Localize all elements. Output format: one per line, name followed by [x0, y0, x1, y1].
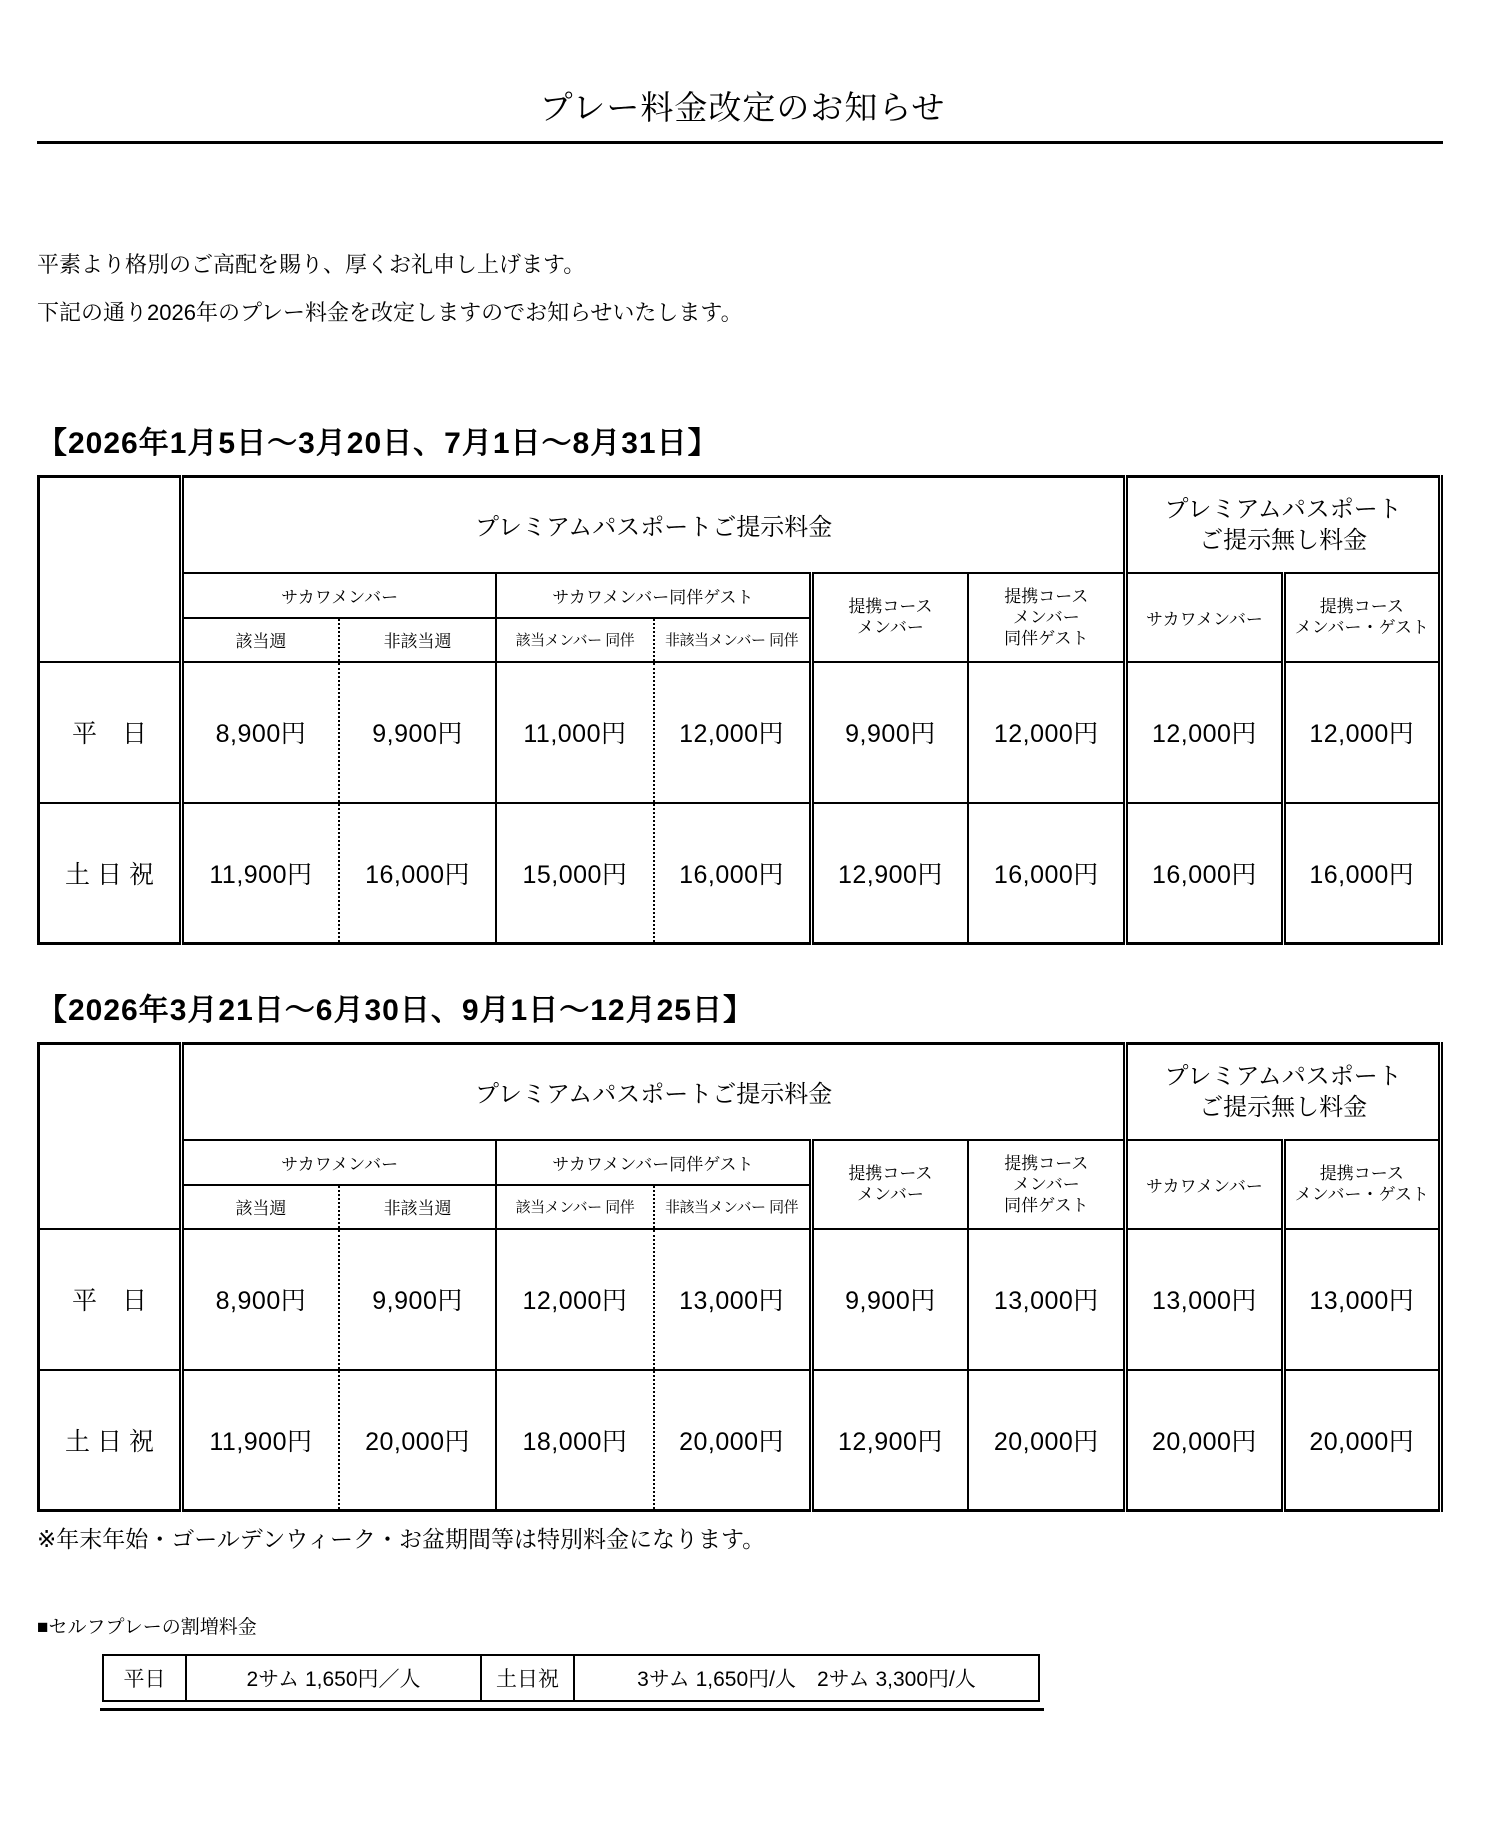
header-noshow-partner-member-guest [1283, 573, 1440, 662]
price-cell: 13,000円 [968, 1229, 1125, 1370]
header-premium-not-shown-line2: ご提示無し料金 [1199, 526, 1368, 554]
header-sakawa-member: サカワメンバー [182, 573, 497, 618]
header-noshow-partner-line2: メンバー・ゲスト [1294, 618, 1429, 637]
price-cell: 12,000円 [1283, 662, 1440, 803]
price-cell: 16,000円 [1309, 860, 1415, 889]
weekday-row [39, 662, 1441, 803]
row-label-weekday: 平 日 [39, 662, 182, 803]
price-cell: 9,900円 [811, 1229, 968, 1370]
header-row-1 [39, 1044, 1441, 1140]
surcharge-weekend-label: 土日祝 [481, 1655, 574, 1701]
surcharge-table-underline [100, 1708, 1044, 1711]
header-sakawa-member-guest: サカワメンバー同伴ゲスト [496, 1140, 811, 1185]
surcharge-weekday-value: 2サム 1,650円／人 [186, 1655, 481, 1701]
price-cell: 11,900円 [182, 803, 339, 944]
surcharge-heading: ■セルフプレーの割増料金 [37, 1617, 257, 1638]
header-premium-not-shown-line1: プレミアムパスポート [1164, 495, 1402, 523]
header-premium-not-shown [1126, 477, 1441, 573]
price-cell: 9,900円 [811, 662, 968, 803]
header-partner-member-guest-line2: メンバー [1012, 1174, 1080, 1194]
price-cell: 18,000円 [496, 1370, 653, 1511]
weekend-row [39, 803, 1441, 944]
period-1-heading: 【2026年1月5日～3月20日、7月1日～8月31日】 [37, 427, 719, 460]
price-cell: 11,900円 [182, 1370, 339, 1511]
header-partner-member-line2: メンバー [857, 1185, 924, 1204]
header-partner-member-guest-line2: メンバー [1012, 607, 1080, 627]
greeting-paragraph [37, 241, 1448, 337]
header-partner-member-guest [968, 573, 1125, 662]
price-cell: 8,900円 [182, 1229, 339, 1370]
price-cell: 9,900円 [339, 662, 496, 803]
header-partner-member-guest-line1: 提携コース [1004, 1153, 1089, 1173]
header-premium-not-shown [1126, 1044, 1441, 1140]
header-noshow-partner-line1: 提携コース [1319, 1164, 1404, 1183]
price-cell: 16,000円 [1126, 803, 1283, 944]
header-row-1 [39, 477, 1441, 573]
header-noshow-sakawa-member: サカワメンバー [1126, 573, 1283, 662]
header-applicable-member-guest: 該当メンバー 同伴 [496, 1185, 653, 1229]
row-label-weekday: 平 日 [39, 1229, 182, 1370]
header-non-applicable-member-guest: 非該当メンバー 同伴 [654, 1185, 811, 1229]
price-cell: 12,900円 [811, 1370, 968, 1511]
header-non-applicable-member-guest: 非該当メンバー 同伴 [654, 618, 811, 662]
header-partner-member-guest [968, 1140, 1125, 1229]
price-cell: 20,000円 [654, 1370, 811, 1511]
page-title: プレー料金改定のお知らせ [539, 89, 946, 126]
price-cell: 8,900円 [182, 662, 339, 803]
header-partner-member-guest-line3: 同伴ゲスト [1004, 628, 1089, 648]
price-cell: 20,000円 [1309, 1427, 1415, 1456]
greeting-line-2: 下記の通り2026年のプレー料金を改定しますのでお知らせいたします。 [37, 300, 743, 325]
header-premium-not-shown-line2: ご提示無し料金 [1199, 1093, 1368, 1121]
price-cell: 15,000円 [496, 803, 653, 944]
row-label-weekend: 土 日 祝 [39, 1370, 182, 1511]
header-row-2 [39, 573, 1441, 618]
price-cell: 13,000円 [1283, 1229, 1440, 1370]
header-noshow-partner-line2: メンバー・ゲスト [1294, 1185, 1429, 1204]
price-cell: 20,000円 [1126, 1370, 1283, 1511]
header-non-applicable-week: 非該当週 [339, 1185, 496, 1229]
header-partner-member-guest-line3: 同伴ゲスト [1004, 1195, 1089, 1215]
greeting-line-1: 平素より格別のご高配を賜り、厚くお礼申し上げます。 [37, 252, 586, 277]
price-cell: 12,000円 [496, 1229, 653, 1370]
weekend-row [39, 1370, 1441, 1511]
surcharge-table [102, 1654, 1040, 1702]
header-partner-member-line1: 提携コース [848, 597, 933, 616]
header-applicable-week: 該当週 [182, 618, 339, 662]
price-cell: 9,900円 [339, 1229, 496, 1370]
price-cell: 12,000円 [654, 662, 811, 803]
surcharge-row [103, 1655, 1039, 1701]
header-noshow-partner-line1: 提携コース [1319, 597, 1404, 616]
header-premium-shown: プレミアムパスポートご提示料金 [182, 477, 1126, 573]
title-divider [37, 141, 1443, 144]
header-partner-member-guest-line1: 提携コース [1004, 586, 1089, 606]
header-sakawa-member-guest: サカワメンバー同伴ゲスト [496, 573, 811, 618]
header-row-2 [39, 1140, 1441, 1185]
price-cell: 20,000円 [968, 1370, 1125, 1511]
price-cell: 13,000円 [1126, 1229, 1283, 1370]
price-cell: 16,000円 [654, 803, 811, 944]
price-cell: 16,000円 [339, 803, 496, 944]
special-fee-note: ※年末年始・ゴールデンウィーク・お盆期間等は特別料金になります。 [37, 1526, 766, 1552]
header-applicable-week: 該当週 [182, 1185, 339, 1229]
header-sakawa-member: サカワメンバー [182, 1140, 497, 1185]
weekday-row [39, 1229, 1441, 1370]
price-table-period-2 [37, 1042, 1443, 1512]
price-table-period-1 [37, 475, 1443, 945]
header-applicable-member-guest: 該当メンバー 同伴 [496, 618, 653, 662]
header-partner-member [811, 1140, 968, 1229]
header-non-applicable-week: 非該当週 [339, 618, 496, 662]
price-cell: 12,900円 [811, 803, 968, 944]
price-cell: 11,000円 [496, 662, 653, 803]
header-noshow-partner-member-guest [1283, 1140, 1440, 1229]
price-cell: 16,000円 [968, 803, 1125, 944]
surcharge-weekday-label: 平日 [103, 1655, 186, 1701]
period-2-heading: 【2026年3月21日～6月30日、9月1日～12月25日】 [37, 994, 754, 1027]
row-label-weekend: 土 日 祝 [39, 803, 182, 944]
header-noshow-sakawa-member: サカワメンバー [1126, 1140, 1283, 1229]
header-partner-member-line2: メンバー [857, 618, 924, 637]
price-cell: 12,000円 [968, 662, 1125, 803]
surcharge-weekend-value: 3サム 1,650円/人 2サム 3,300円/人 [574, 1655, 1039, 1701]
header-partner-member [811, 573, 968, 662]
price-cell: 20,000円 [339, 1370, 496, 1511]
price-cell: 12,000円 [1126, 662, 1283, 803]
corner-cell [39, 1044, 182, 1229]
price-cell: 13,000円 [654, 1229, 811, 1370]
corner-cell [39, 477, 182, 662]
header-premium-not-shown-line1: プレミアムパスポート [1164, 1062, 1402, 1090]
header-premium-shown: プレミアムパスポートご提示料金 [182, 1044, 1126, 1140]
header-partner-member-line1: 提携コース [848, 1164, 933, 1183]
